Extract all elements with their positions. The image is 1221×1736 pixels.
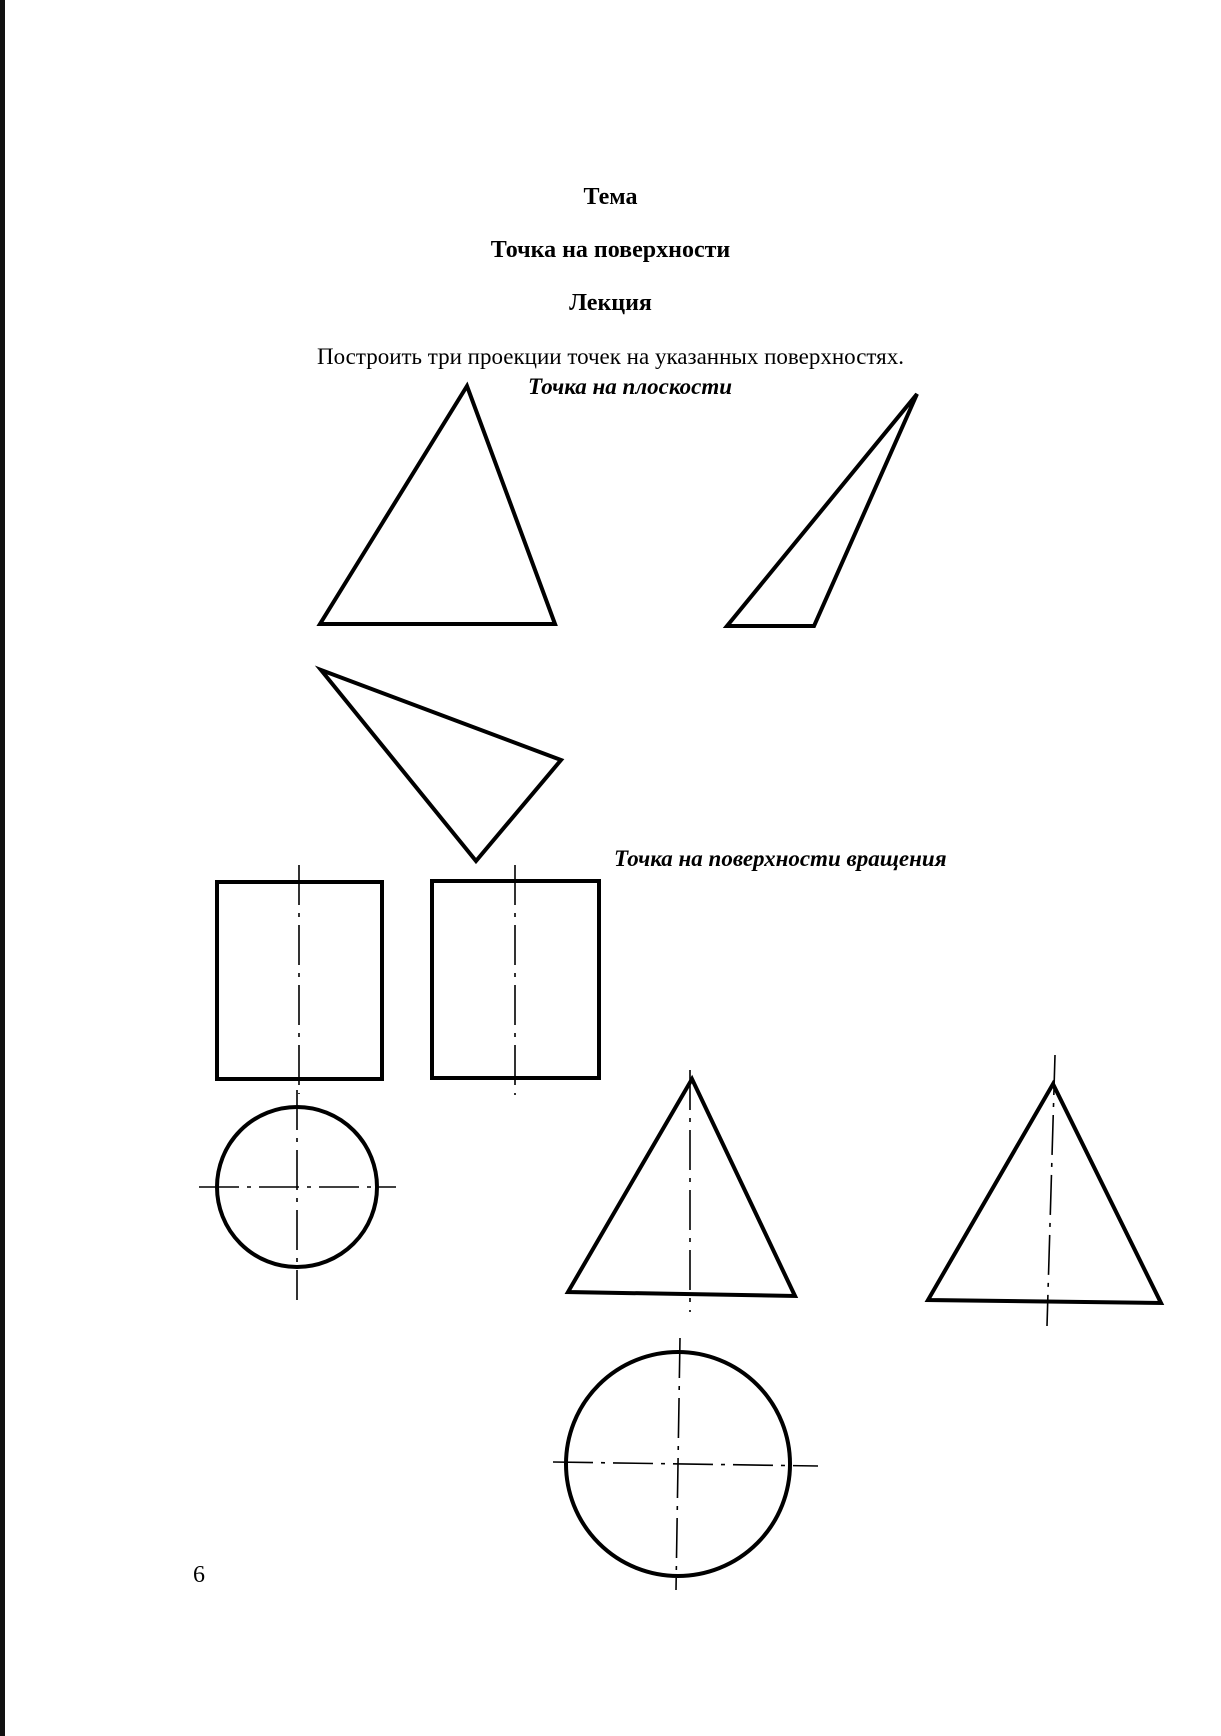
plane-triangle-front <box>320 386 555 624</box>
theme-heading: Тема <box>583 184 638 210</box>
cylinder-front-view <box>217 865 382 1094</box>
task-text: Построить три проекции точек на указанных поверхностях. <box>316 344 905 369</box>
page-number: 6 <box>193 1562 205 1588</box>
plane-section-heading: Точка на плоскости <box>528 374 733 399</box>
cylinder-side-view <box>432 865 599 1095</box>
cylinder-top-view <box>199 1090 396 1300</box>
plane-triangle-top <box>321 670 561 861</box>
cone-side-view <box>928 1055 1161 1326</box>
cone-top-view <box>553 1338 818 1590</box>
rotation-section-heading: Точка на поверхности вращения <box>614 846 947 871</box>
cone-front-view <box>568 1070 795 1312</box>
lecture-heading: Лекция <box>569 290 652 316</box>
topic-heading: Точка на поверхности <box>490 237 731 263</box>
plane-triangle-profile <box>727 394 917 626</box>
